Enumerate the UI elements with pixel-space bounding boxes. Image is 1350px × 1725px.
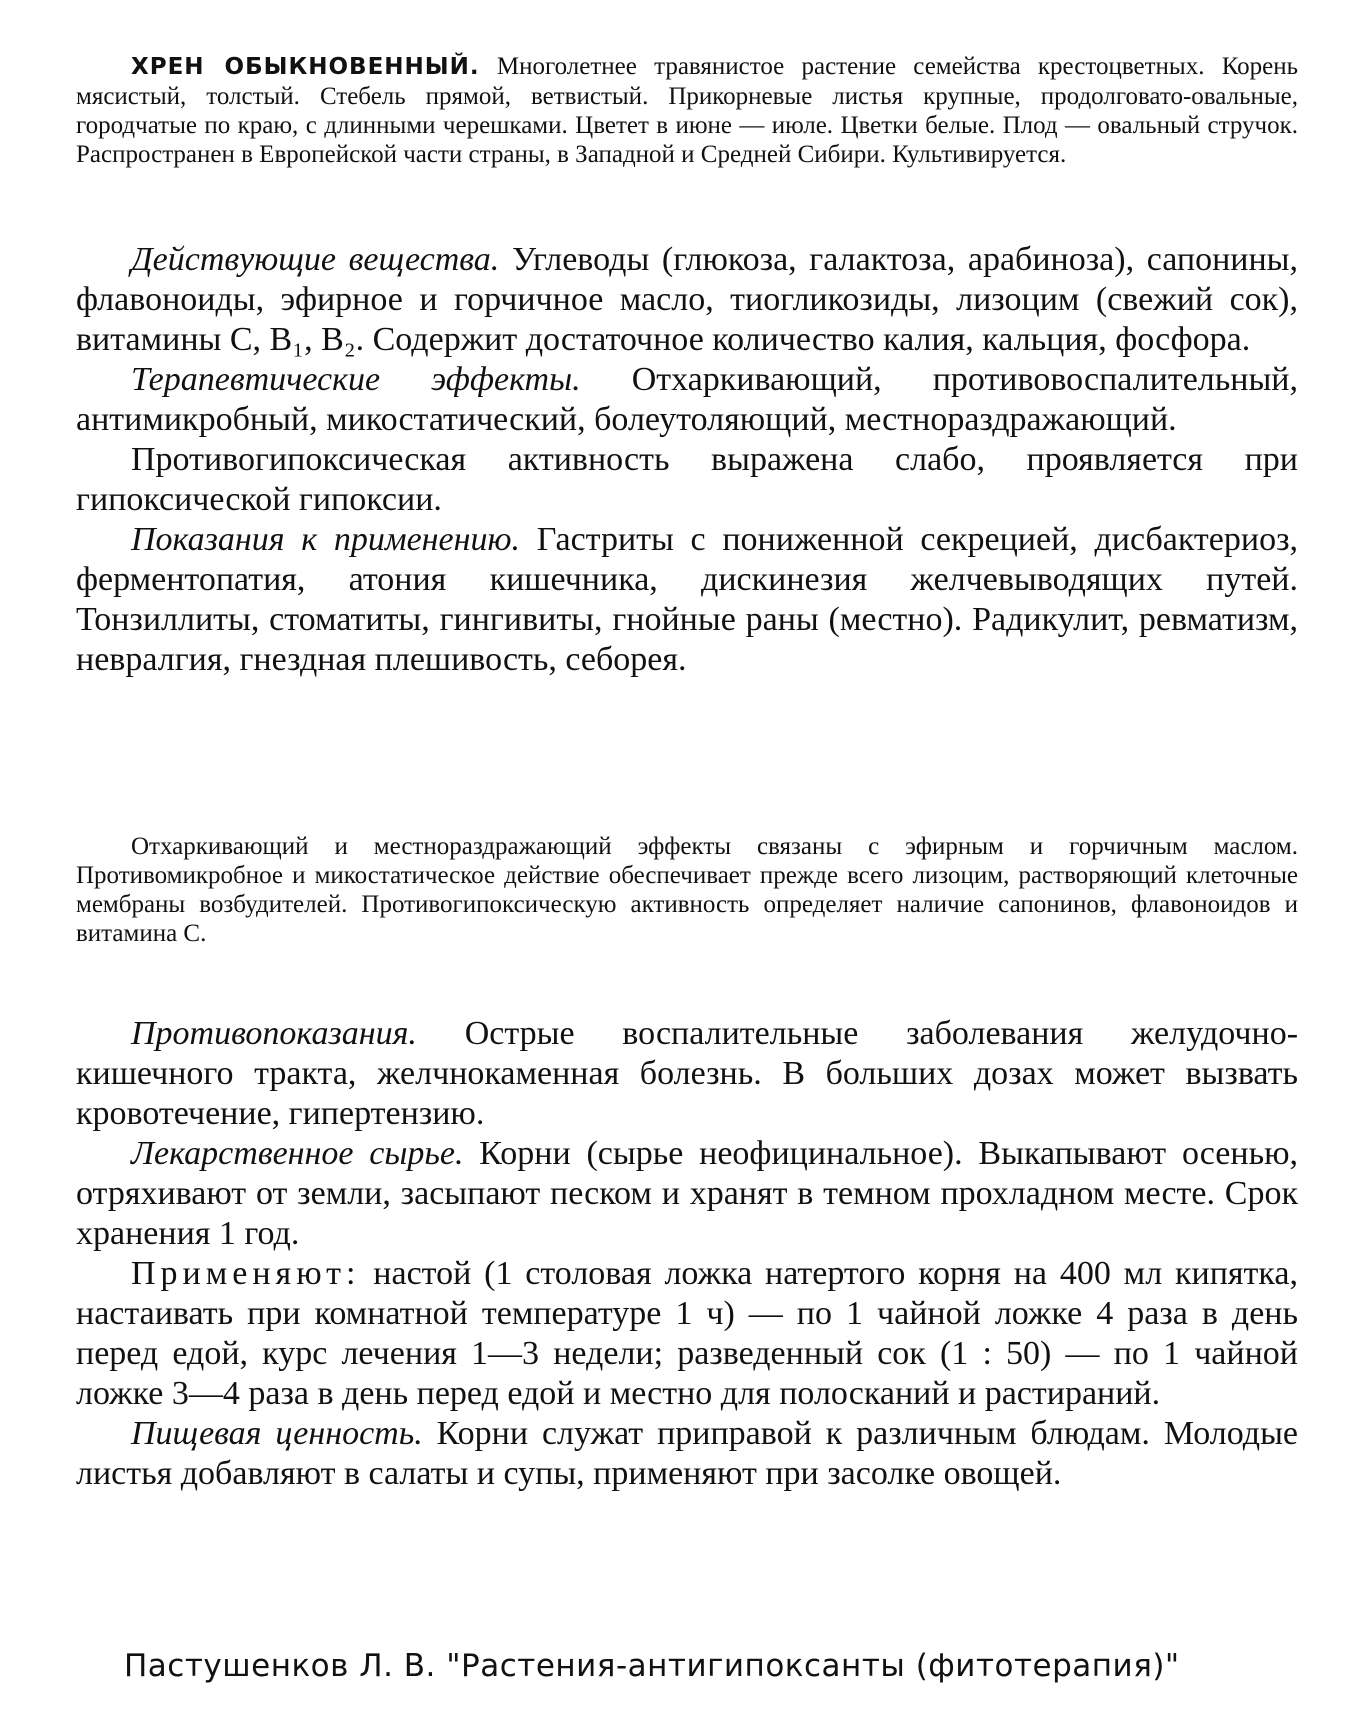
active-substances-paragraph (76, 240, 1298, 360)
raw-material-label: Лекарственное сырье. (131, 1135, 464, 1172)
therapeutic-effects-paragraph (76, 360, 1298, 440)
contraindications-text: Острые воспалительные заболевания желудочно-кишечного тракта, желчнокаменная болезнь. В больших дозах может вызвать кровотечение, гипертензию. (76, 1015, 1299, 1132)
indications-text: Гастриты с пониженной секрецией, дисбактериоз, ферментопатия, атония кишечника, дискинезия желчевыводящих путей. Тонзиллиты, стоматиты, гингивиты, гнойные раны (местно). Радикулит, ревматизм, невралгия, гнездная плешивость, себорея. (76, 521, 1299, 678)
mechanism-block (76, 832, 1298, 948)
raw-material-paragraph (76, 1134, 1298, 1254)
application-text: настой (1 столовая ложка натертого корня на 400 мл кипятка, настаивать при комнатной температуре 1 ч) — по 1 чайной ложке 4 раза в день перед едой, курс лечения 1—3 недели; разведенный сок (1 : 50) — по 1 чайной ложке 3—4 раза в день перед едой и местно для полосканий и растираний. (76, 1255, 1298, 1412)
therapeutic-effects-text: Отхаркивающий, противовоспалительный, антимикробный, микостатический, болеутоляющий, местнораздражающий. (76, 361, 1298, 438)
indications-label: Показания к применению. (131, 521, 520, 558)
plant-description-text: Многолетнее травянистое растение семейства крестоцветных. Корень мясистый, толстый. Стебель прямой, ветвистый. Прикорневые листья крупные, продолговато-овальные, городчатые по краю, с длинными черешками. Цветет в июне — июле. Цветки белые. Плод — овальный стручок. Распространен в Европейской части страны, в Западной и Средней Сибири. Культивируется. (76, 53, 1298, 168)
contraindications-paragraph (76, 1014, 1298, 1134)
food-value-paragraph (76, 1414, 1298, 1494)
mechanism-paragraph: Отхаркивающий и местнораздражающий эффекты связаны с эфирным и горчичным маслом. Противомикробное и микостатическое действие обеспечивает прежде всего лизоцим, растворяющий клеточные мембраны возбудителей. Противогипоксическую активность определяет наличие сапонинов, флавоноидов и витамина C. (76, 833, 1298, 947)
main-text-block-1 (76, 240, 1298, 680)
plant-name: ХРЕН ОБЫКНОВЕННЫЙ. (131, 54, 480, 80)
application-paragraph (76, 1254, 1298, 1414)
food-value-text: Корни служат приправой к различным блюдам. Молодые листья добавляют в салаты и супы, применяют при засолке овощей. (76, 1415, 1299, 1492)
application-label: Применяют: (131, 1255, 361, 1292)
source-citation: Пастушенков Л. В. "Растения-антигипоксанты (фитотерапия)" (124, 1648, 1180, 1684)
raw-material-text: Корни (сырье неофицинальное). Выкапывают осенью, отряхивают от земли, засыпают песком и хранят в темном прохладном месте. Срок хранения 1 год. (76, 1135, 1298, 1252)
active-substances-text: Углеводы (глюкоза, галактоза, арабиноза), сапонины, флавоноиды, эфирное и горчичное масло, тиогликозиды, лизоцим (свежий сок), витамины C, B₁, B₂. Содержит достаточное количество калия, кальция, фосфора. (76, 241, 1299, 358)
antihypoxic-paragraph: Противогипоксическая активность выражена слабо, проявляется при гипоксической гипоксии. (76, 441, 1298, 518)
active-substances-label: Действующие вещества. (131, 241, 500, 278)
plant-description (76, 52, 1298, 169)
food-value-label: Пищевая ценность. (131, 1415, 423, 1452)
contraindications-label: Противопоказания. (131, 1015, 417, 1052)
main-text-block-2 (76, 1014, 1298, 1494)
description-block (76, 52, 1298, 169)
indications-paragraph (76, 520, 1298, 680)
therapeutic-effects-label: Терапевтические эффекты. (131, 361, 581, 398)
